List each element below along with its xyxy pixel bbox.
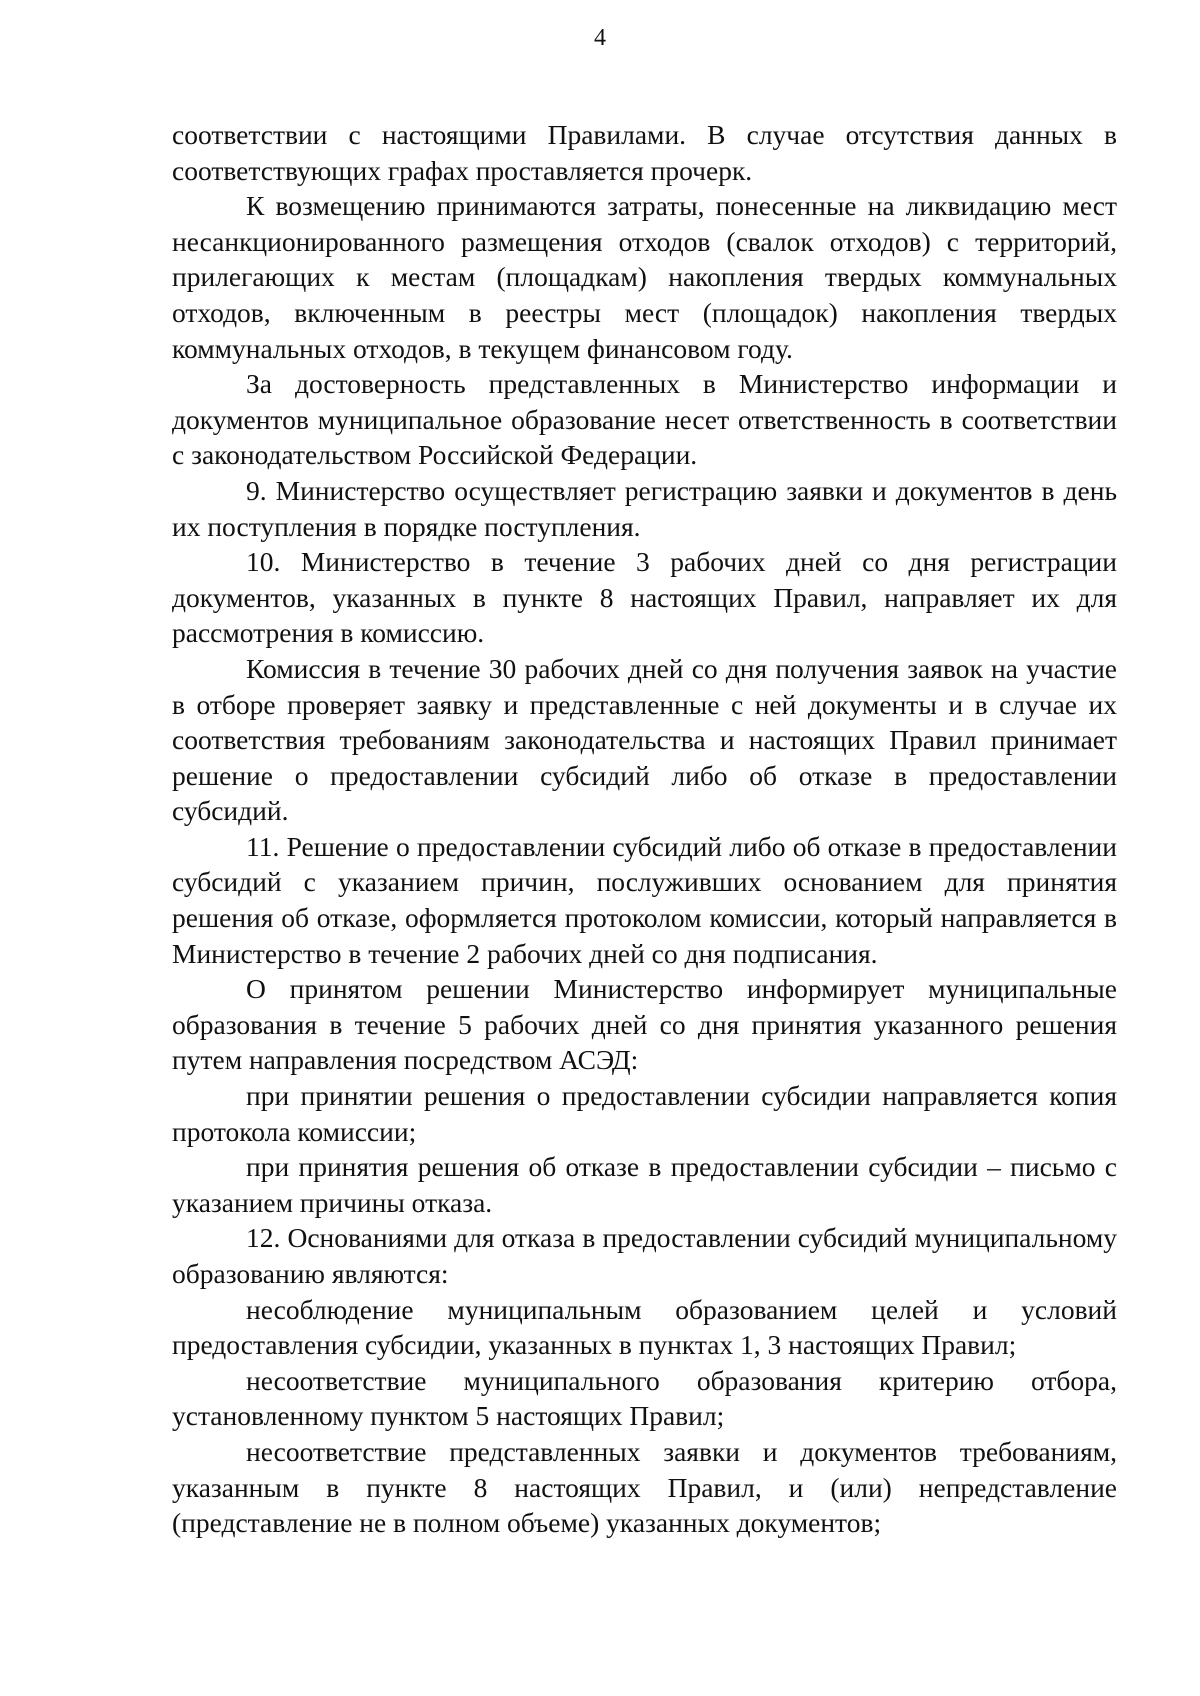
page-number: 4 [594, 25, 606, 51]
paragraph-item-12: 12. Основаниями для отказа в предоставлении субсидий муниципальному образованию являются: [172, 1222, 1117, 1289]
paragraph-item-9: 9. Министерство осуществляет регистрацию заявки и документов в день их поступления в порядке поступления. [172, 474, 1117, 542]
paragraph-item-11: 11. Решение о предоставлении субсидий либо об отказе в предоставлении субсидий с указанием причин, послуживших основанием для принятия решения об отказе, оформляется протоколом комиссии, который направляется в Министерство в течение 2 рабочих дней со дня подписания. [172, 830, 1117, 969]
paragraph-refusal-reason-2: несоответствие муниципального образования критерию отбора, установленному пунктом 5 настоящих Правил; [172, 1364, 1117, 1432]
document-body [172, 117, 1117, 1541]
paragraph-commission-review: Комиссия в течение 30 рабочих дней со дня получения заявок на участие в отборе проверяет заявку и представленные с ней документы и в случае их соответствия требованиям законодательства и настоящих Правил принимает решение о предоставлении субсидий либо об отказе в предоставлении субсидий. [172, 652, 1117, 827]
paragraph-responsibility: За достоверность представленных в Министерство информации и документов муниципальное образование несет ответственность в соответствии с законодательством Российской Федерации. [172, 368, 1117, 471]
paragraph-refusal-reason-1: несоблюдение муниципальным образованием целей и условий предоставления субсидии, указанных в пунктах 1, 3 настоящих Правил; [172, 1293, 1117, 1361]
paragraph-decision-grant: при принятии решения о предоставлении субсидии направляется копия протокола комиссии; [172, 1080, 1117, 1147]
paragraph-notification: О принятом решении Министерство информирует муниципальные образования в течение 5 рабочих дней со дня принятия указанного решения путем направления посредством АСЭД: [172, 973, 1117, 1076]
paragraph-continuation: соответствии с настоящими Правилами. В случае отсутствия данных в соответствующих графах проставляется прочерк. [172, 119, 1117, 186]
paragraph-refusal-reason-3: несоответствие представленных заявки и документов требованиям, указанным в пункте 8 настоящих Правил, и (или) непредставление (представление не в полном объеме) указанных документов; [172, 1435, 1117, 1539]
paragraph-item-10: 10. Министерство в течение 3 рабочих дней со дня регистрации документов, указанных в пункте 8 настоящих Правил, направляет их для рассмотрения в комиссию. [172, 546, 1117, 649]
paragraph-reimbursement-costs: К возмещению принимаются затраты, понесенные на ликвидацию мест несанкционированного размещения отходов (свалок отходов) с территорий, прилегающих к местам (площадкам) накопления твердых коммунальных отходов, включенным в реестры мест (площадок) накопления твердых коммунальных отходов, в текущем финансовом году. [172, 190, 1117, 364]
paragraph-decision-refusal: при принятия решения об отказе в предоставлении субсидии – письмо с указанием причины отказа. [172, 1151, 1117, 1218]
